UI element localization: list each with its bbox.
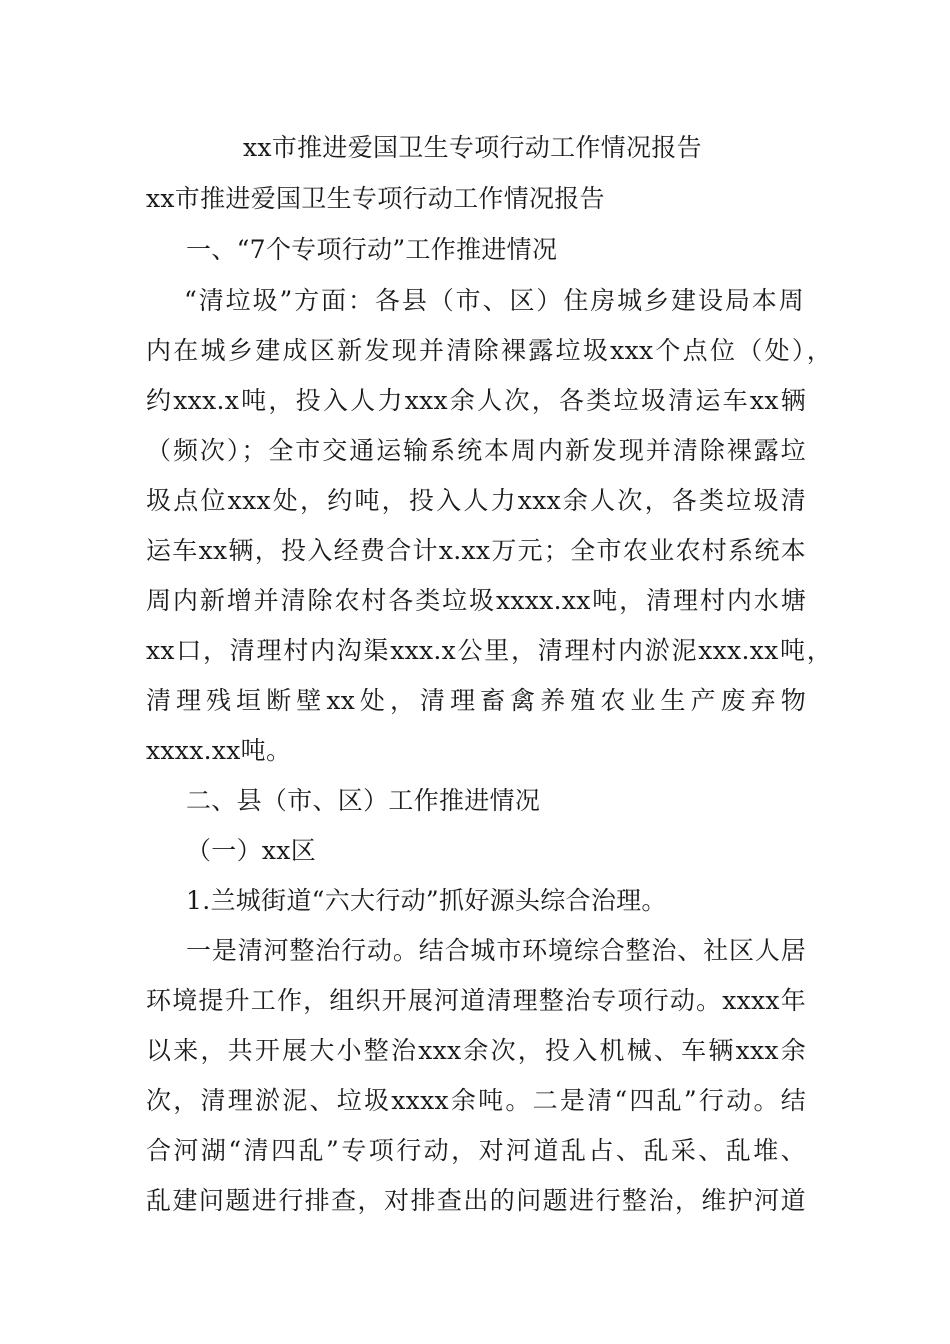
subsection-heading: （一）xx区: [186, 836, 316, 865]
section-heading-2: 二、县（市、区）工作推进情况: [186, 786, 541, 815]
paragraph-line: 内在城乡建成区新发现并清除裸露垃圾xxx个点位（处），: [146, 336, 832, 365]
paragraph-line: 环境提升工作，组织开展河道清理整治专项行动。xxxx年: [146, 986, 806, 1015]
paragraph-line: 一是清河整治行动。结合城市环境综合整治、社区人居: [186, 936, 806, 965]
paragraph-line: 乱建问题进行排查，对排查出的问题进行整治，维护河道: [146, 1186, 806, 1215]
paragraph-line: 运车xx辆，投入经费合计x.xx万元；全市农业农村系统本: [146, 536, 806, 565]
paragraph-line: “清垃圾”方面：各县（市、区）住房城乡建设局本周: [184, 286, 804, 315]
repeated-title: xx市推进爱国卫生专项行动工作情况报告: [146, 184, 605, 213]
paragraph-line: 清理残垣断壁xx处，清理畜禽养殖农业生产废弃物: [146, 686, 806, 715]
section-heading-1: 一、“7个专项行动”工作推进情况: [186, 235, 558, 264]
paragraph-line: xx口，清理村内沟渠xxx.x公里，清理村内淤泥xxx.xx吨，: [146, 636, 832, 665]
paragraph-line: 次，清理淤泥、垃圾xxxx余吨。二是清“四乱”行动。结: [146, 1086, 806, 1115]
paragraph-line: （频次）；全市交通运输系统本周内新发现并清除裸露垃: [146, 436, 806, 465]
item-heading: 1.兰城街道“六大行动”抓好源头综合治理。: [186, 886, 667, 915]
paragraph-line: 圾点位xxx处，约吨，投入人力xxx余人次，各类垃圾清: [146, 486, 806, 515]
paragraph-line: 约xxx.x吨，投入人力xxx余人次，各类垃圾清运车xx辆: [146, 386, 806, 415]
paragraph-line: 合河湖“清四乱”专项行动，对河道乱占、乱采、乱堆、: [146, 1136, 806, 1165]
document-title: xx市推进爱国卫生专项行动工作情况报告: [243, 133, 702, 162]
paragraph-line: 以来，共开展大小整治xxx余次，投入机械、车辆xxx余: [146, 1036, 806, 1065]
paragraph-line: 周内新增并清除农村各类垃圾xxxx.xx吨，清理村内水塘: [146, 586, 806, 615]
paragraph-line: xxxx.xx吨。: [146, 736, 292, 765]
